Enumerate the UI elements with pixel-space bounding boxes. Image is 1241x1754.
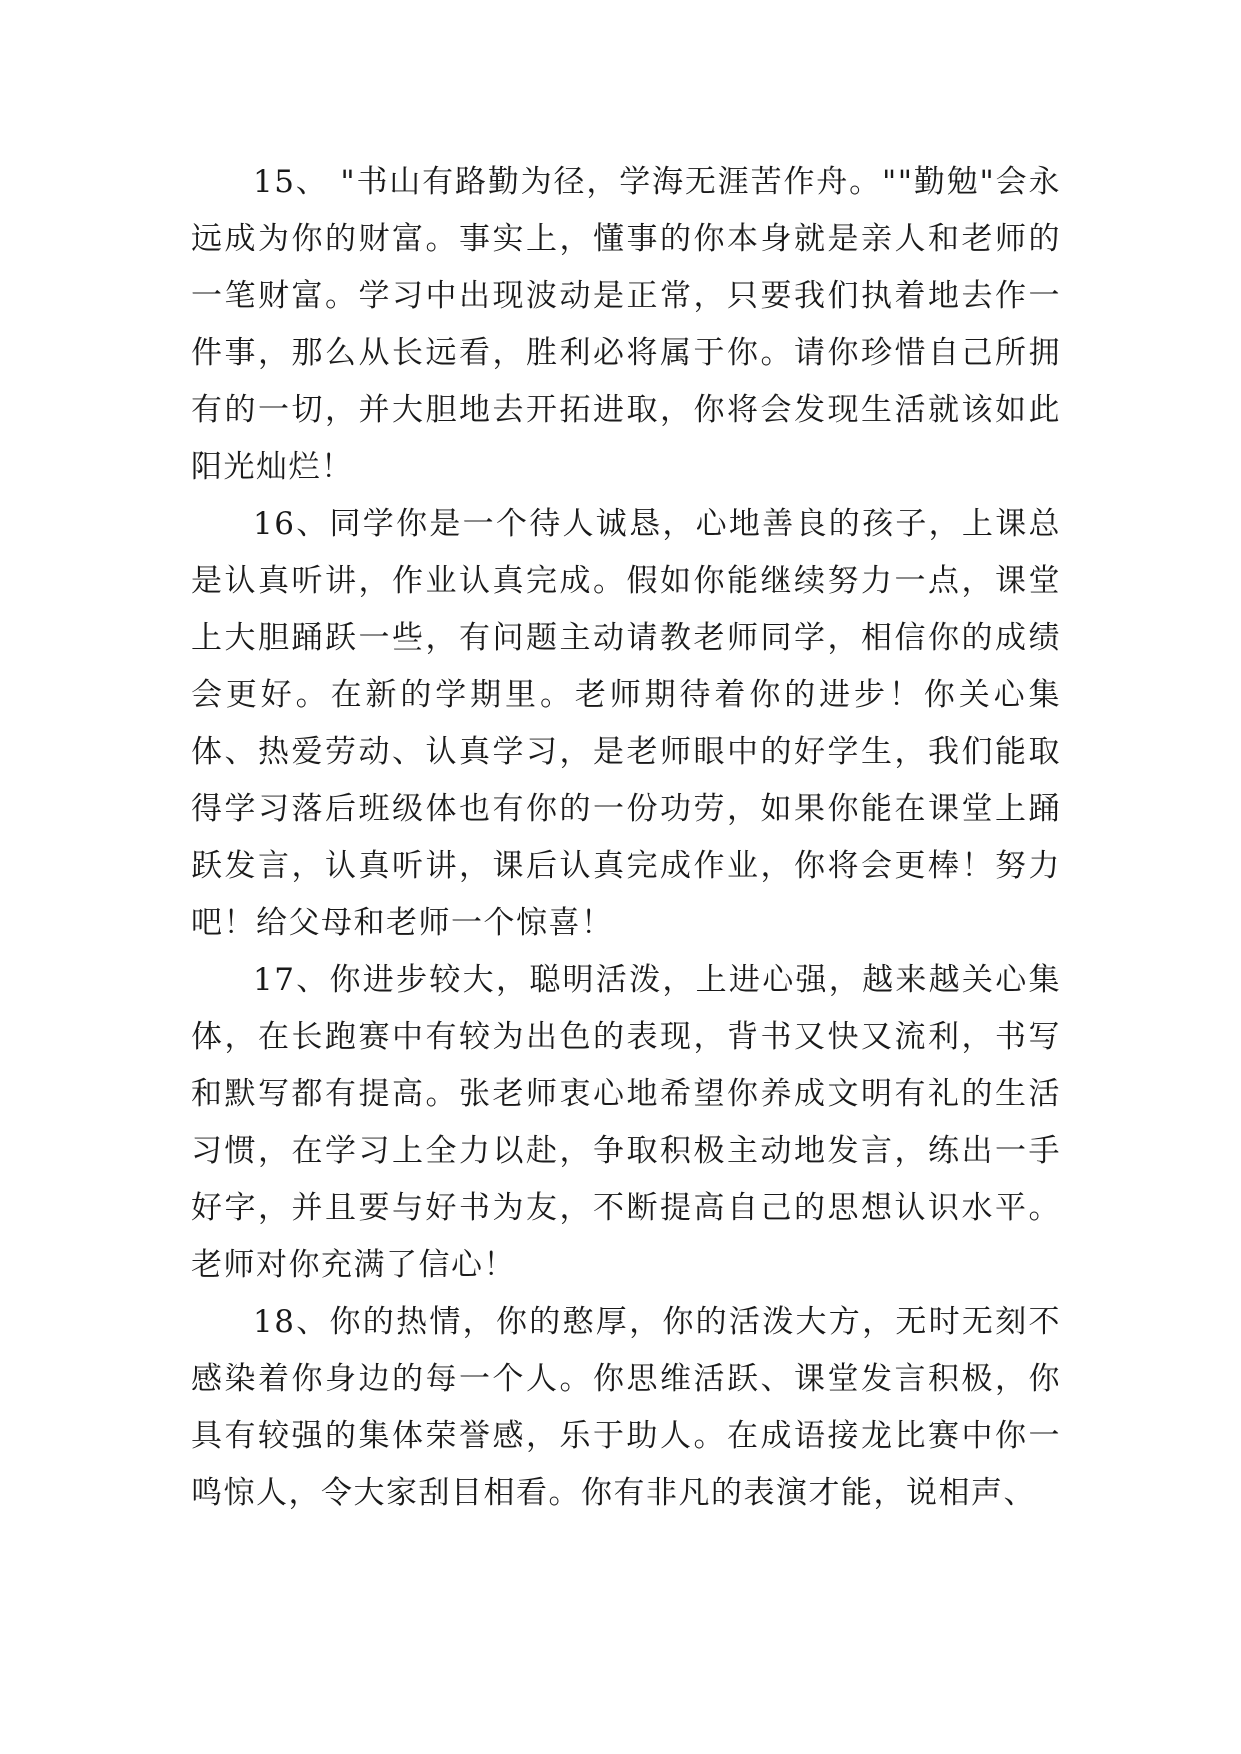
paragraph-15: 15、 "书山有路勤为径，学海无涯苦作舟。""勤勉"会永远成为你的财富。事实上，懂事的你本身就是亲人和老师的一笔财富。学习中出现波动是正常，只要我们执着地去作一件事，那么从长远看，胜利必将属于你。请你珍惜自己所拥有的一切，并大胆地去开拓进取，你将会发现生活就该如此阳光灿烂！ bbox=[191, 164, 1061, 485]
document-body bbox=[191, 154, 1061, 1522]
paragraph-18: 18、你的热情，你的憨厚，你的活泼大方，无时无刻不感染着你身边的每一个人。你思维活跃、课堂发言积极，你具有较强的集体荣誉感，乐于助人。在成语接龙比赛中你一鸣惊人，令大家刮目相看。你有非凡的表演才能，说相声、 bbox=[191, 1304, 1061, 1511]
paragraph-16: 16、同学你是一个待人诚恳，心地善良的孩子，上课总是认真听讲，作业认真完成。假如你能继续努力一点，课堂上大胆踊跃一些，有问题主动请教老师同学，相信你的成绩会更好。在新的学期里。老师期待着你的进步！你关心集体、热爱劳动、认真学习，是老师眼中的好学生，我们能取得学习落后班级体也有你的一份功劳，如果你能在课堂上踊跃发言，认真听讲，课后认真完成作业，你将会更棒！努力吧！给父母和老师一个惊喜！ bbox=[191, 506, 1061, 941]
paragraph-17: 17、你进步较大，聪明活泼，上进心强，越来越关心集体，在长跑赛中有较为出色的表现，背书又快又流利，书写和默写都有提高。张老师衷心地希望你养成文明有礼的生活习惯，在学习上全力以赴，争取积极主动地发言，练出一手好字，并且要与好书为友，不断提高自己的思想认识水平。老师对你充满了信心！ bbox=[191, 962, 1061, 1283]
